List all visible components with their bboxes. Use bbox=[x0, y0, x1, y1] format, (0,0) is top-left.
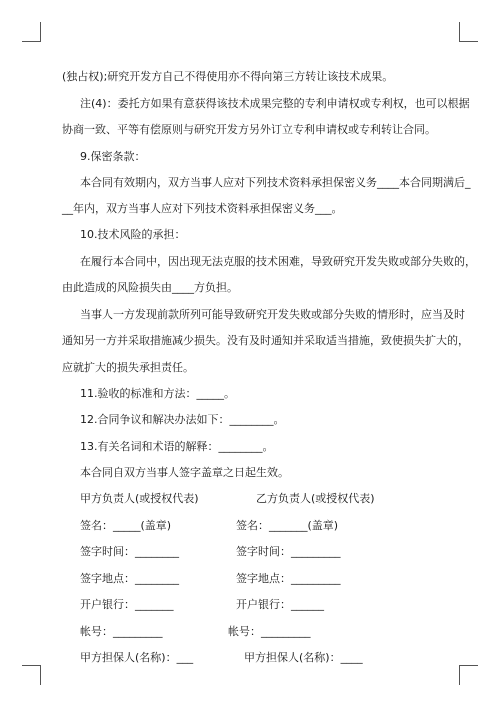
section-10-line-3: 当事人一方发现前款所列可能导致研究开发失败或部分失败的情形时，应当及时 bbox=[80, 308, 465, 321]
section-10-line-4: 通知另一方并采取措施减少损失。没有及时通知并采取适当措施，致使损失扩大的， bbox=[62, 334, 469, 347]
crop-mark-bottom-left-v bbox=[40, 665, 41, 685]
crop-mark-bottom-right-v bbox=[459, 665, 460, 685]
crop-mark-top-right-h bbox=[459, 41, 478, 42]
party-b-sign-place-field: 签字地点：_________ bbox=[236, 572, 341, 585]
crop-mark-top-left-v bbox=[40, 22, 41, 42]
note-4-line-2: 协商一致、平等有偿原则与研究开发方另外订立专利申请权或专利转让合同。 bbox=[62, 123, 436, 136]
text-line: (独占权);研究开发方自己不得使用亦不得向第三方转让该技术成果。 bbox=[62, 70, 394, 83]
party-b-sign-time-field: 签字时间：_________ bbox=[236, 545, 341, 558]
section-9-heading: 9.保密条款： bbox=[80, 150, 146, 163]
party-b-signature-field: 签名：_______(盖章) bbox=[236, 519, 339, 532]
section-11-line: 11.验收的标准和方法：_____。 bbox=[80, 387, 235, 400]
party-a-account-field: 帐号：_________ bbox=[80, 625, 163, 638]
party-b-bank-field: 开户银行：______ bbox=[236, 598, 324, 611]
section-10-line-2: 由此造成的风险损失由____方负担。 bbox=[62, 281, 238, 294]
party-a-representative: 甲方负责人(或授权代表) bbox=[80, 492, 199, 505]
section-10-line-5: 应就扩大的损失承担责任。 bbox=[62, 361, 194, 374]
party-a-sign-place-field: 签字地点：________ bbox=[80, 572, 179, 585]
crop-mark-top-right-v bbox=[459, 22, 460, 42]
section-13-line: 13.有关名词和术语的解释：________。 bbox=[80, 440, 274, 453]
effective-clause: 本合同自双方当事人签字盖章之日起生效。 bbox=[80, 466, 289, 479]
party-b-guarantor-field: 甲方担保人(名称)：____ bbox=[244, 651, 363, 664]
party-a-signature-field: 签名：_____(盖章) bbox=[80, 519, 172, 532]
section-9-line-1: 本合同有效期内，双方当事人应对下列技术资料承担保密义务____本合同期满后_ bbox=[80, 176, 471, 189]
note-4-line-1: 注(4)：委托方如果有意获得该技术成果完整的专利申请权或专利权，也可以根据 bbox=[80, 97, 470, 110]
party-a-sign-time-field: 签字时间：________ bbox=[80, 545, 179, 558]
party-b-account-field: 帐号：_________ bbox=[228, 625, 311, 638]
crop-mark-bottom-right-h bbox=[459, 665, 478, 666]
crop-mark-bottom-left-h bbox=[22, 665, 41, 666]
party-a-bank-field: 开户银行：_______ bbox=[80, 598, 174, 611]
party-a-guarantor-field: 甲方担保人(名称)：___ bbox=[80, 651, 194, 664]
section-12-line: 12.合同争议和解决办法如下：________。 bbox=[80, 413, 285, 426]
party-b-representative: 乙方负责人(或授权代表) bbox=[256, 492, 375, 505]
section-10-line-1: 在履行本合同中，因出现无法克服的技术困难，导致研究开发失败或部分失败的， bbox=[80, 255, 476, 268]
section-10-heading: 10.技术风险的承担： bbox=[80, 228, 186, 241]
section-9-line-2: __年内，双方当事人应对下列技术资料承担保密义务___。 bbox=[62, 202, 343, 215]
crop-mark-top-left-h bbox=[22, 41, 41, 42]
